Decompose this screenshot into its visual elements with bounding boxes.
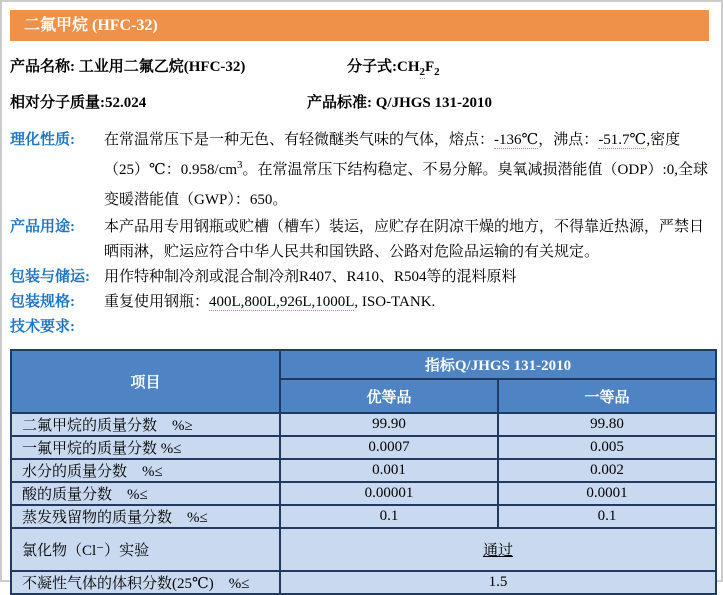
packing-storage-text: 用作特种制冷剂或混合制冷剂R407、R410、R504等的混料原料 [104,269,517,285]
chloride-test-result: 通过 [482,543,513,559]
table-row: 酸的质量分数 %≤ 0.00001 0.0001 [11,482,716,505]
section-label-packing-storage: 包装与储运: [10,269,90,285]
product-standard: 产品标准: Q/JHGS 131-2010 [307,95,493,111]
section-tech-requirements [2,315,721,340]
header-grade-first: 一等品 [498,379,716,413]
table-row-noncondensable-gas: 不凝性气体的体积分数(25℃) %≤ 1.5 [11,571,716,594]
header-item-column: 项目 [11,350,280,413]
product-name: 产品名称: 工业用二氟乙烷(HFC-32) [10,59,246,75]
page-title: 二氟甲烷 (HFC-32) [10,10,709,41]
table-row: 蒸发残留物的质量分数 %≤ 0.1 0.1 [11,505,716,528]
spec-table-header [11,350,716,413]
product-usage-text: 本产品用专用钢瓶或贮槽（槽车）装运，应贮存在阴凉干燥的地方，不得靠近热源，严禁日晒雨淋，贮运应符合中华人民共和国铁路、公路对危险品运输的有关规定。 [104,219,705,260]
section-packing-storage [2,265,721,290]
molar-mass: 相对分子质量:52.024 [10,95,147,111]
header-spec-column: 指标Q/JHGS 131-2010 [280,350,716,379]
section-label-physical: 理化性质: [10,132,75,148]
section-label-packing-spec: 包装规格: [10,294,75,310]
header-grade-premium: 优等品 [280,379,498,413]
cylinder-sizes: 400L,800L,926L,1000L [209,294,355,310]
section-packing-spec [2,290,721,315]
table-row: 二氟甲烷的质量分数 %≥ 99.90 99.80 [11,413,716,436]
section-product-usage [2,215,721,265]
info-row-2 [10,91,713,112]
physical-properties-text: 在常温常压下是一种无色、有轻微醚类气味的气体，熔点：-136℃，沸点：-51.7℃,密度（25）℃：$0.958/cm^3$。在常温常压下结构稳定、不易分解。臭氧减损潜能值（ODP）:0,全球变暖潜能值（GWP）：650。 [104,132,708,208]
sections [2,125,721,340]
boiling-point: -51.7℃ [598,132,647,148]
table-row: 水分的质量分数 %≤ 0.001 0.002 [11,459,716,482]
table-row-chloride-test: 氯化物（Cl⁻）实验 通过 [11,528,716,571]
section-label-usage: 产品用途: [10,219,75,235]
noncondensable-gas-value: 1.5 [280,571,716,594]
info-row-1 [10,55,713,76]
section-label-tech-requirements: 技术要求: [10,319,75,335]
table-row: 一氟甲烷的质量分数 %≤ 0.0007 0.005 [11,436,716,459]
section-physical-properties [2,125,721,215]
molecular-formula: 分子式$:CH_2F_2$ [347,59,440,78]
packing-spec-text: 重复使用钢瓶：400L,800L,926L,1000L, ISO-TANK. [104,294,436,310]
melting-point: -136℃ [494,132,539,148]
spec-table [10,349,717,595]
